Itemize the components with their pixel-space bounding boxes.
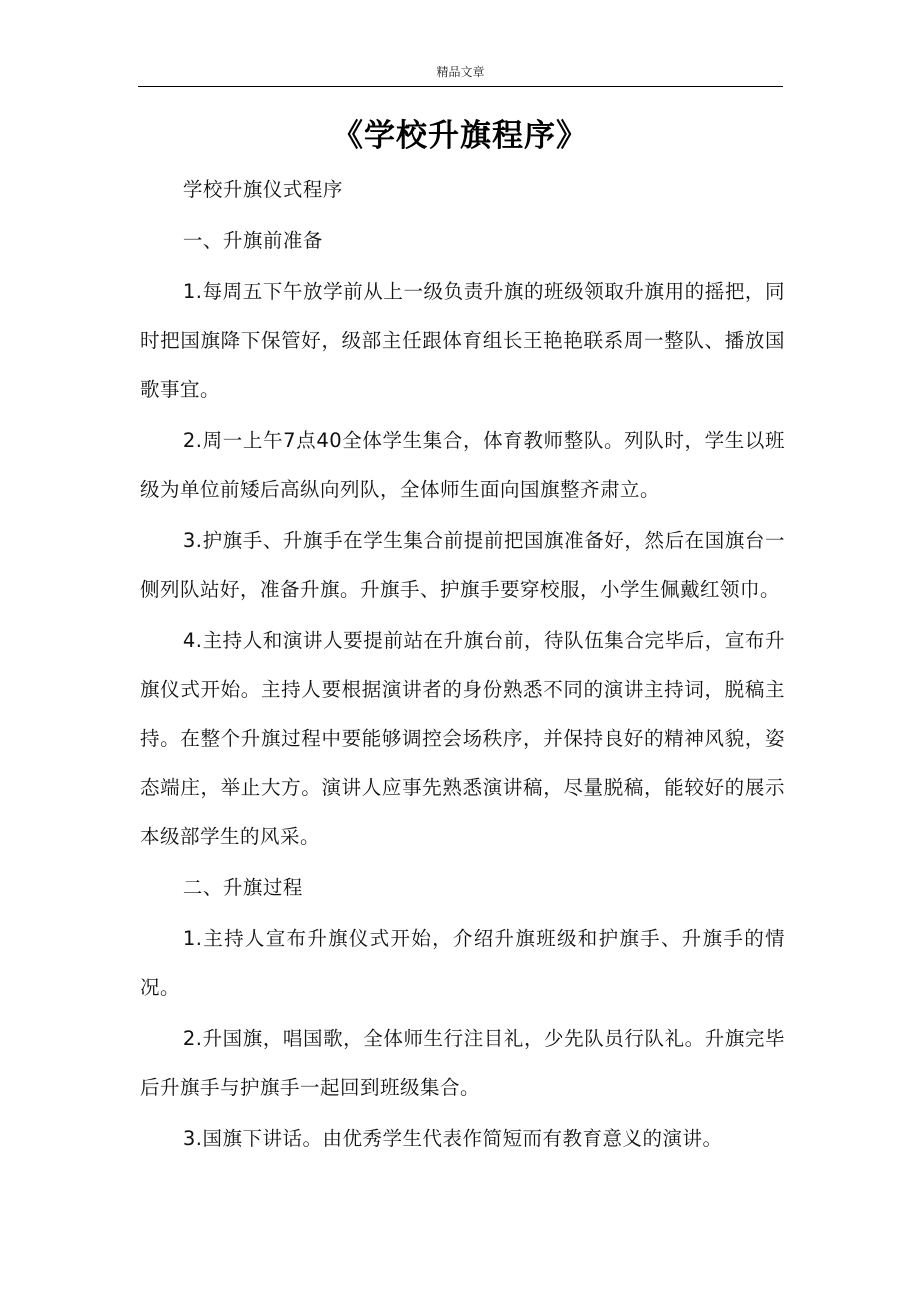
document-body [140,165,785,1163]
section-heading-preparation: 一、升旗前准备 [182,229,323,252]
paragraph-process-2: 2.升国旗，唱国歌，全体师生行注目礼，少先队员行队礼。升旗完毕后升旗手与护旗手一起回到班级集合。 [140,1027,785,1099]
paragraph-prep-3: 3.护旗手、升旗手在学生集合前提前把国旗准备好，然后在国旗台一侧列队站好，准备升旗。升旗手、护旗手要穿校服，小学生佩戴红领巾。 [140,529,785,601]
section-heading-process: 二、升旗过程 [182,876,303,899]
paragraph-process-1: 1.主持人宣布升旗仪式开始，介绍升旗班级和护旗手、升旗手的情况。 [140,927,785,999]
page-header [138,58,783,87]
paragraph-subtitle: 学校升旗仪式程序 [182,178,343,201]
document-title: 《学校升旗程序》 [332,118,588,154]
header-label: 精品文章 [436,65,485,79]
paragraph-prep-2: 2.周一上午7点40全体学生集合，体育教师整队。列队时，学生以班级为单位前矮后高纵向列队，全体师生面向国旗整齐肃立。 [140,429,785,501]
paragraph-prep-4: 4.主持人和演讲人要提前站在升旗台前，待队伍集合完毕后，宣布升旗仪式开始。主持人要根据演讲者的身份熟悉不同的演讲主持词，脱稿主持。在整个升旗过程中要能够调控会场秩序，并保持良好的精神风貌，姿态端庄，举止大方。演讲人应事先熟悉演讲稿，尽量脱稿，能较好的展示本级部学生的风采。 [140,629,785,848]
paragraph-prep-1: 1.每周五下午放学前从上一级负责升旗的班级领取升旗用的摇把，同时把国旗降下保管好，级部主任跟体育组长王艳艳联系周一整队、播放国歌事宜。 [140,280,785,401]
paragraph-process-3: 3.国旗下讲话。由优秀学生代表作简短而有教育意义的演讲。 [182,1127,723,1150]
